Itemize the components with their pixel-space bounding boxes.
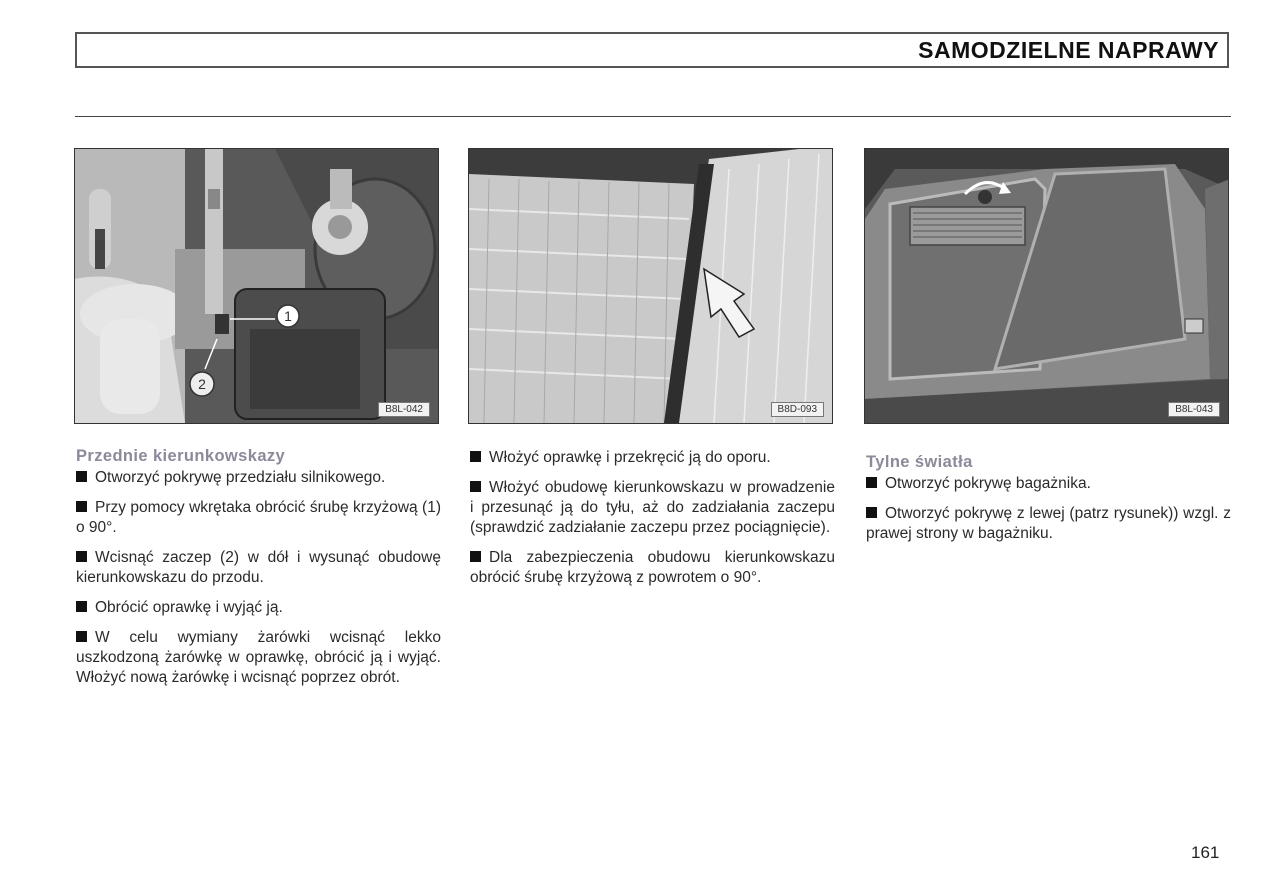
section-title: Tylne światła bbox=[866, 453, 973, 471]
instruction-paragraph: Obrócić oprawkę i wyjąć ją. bbox=[76, 598, 441, 618]
column-front-indicators bbox=[76, 446, 441, 698]
bullet-icon bbox=[76, 601, 87, 612]
section-title: Przednie kierunkowskazy bbox=[76, 447, 286, 465]
figure-front-indicator bbox=[74, 148, 439, 424]
figure-code: B8L-042 bbox=[378, 402, 430, 417]
instruction-paragraph: Wcisnąć zaczep (2) w dół i wysunąć obudowę kierunkowskazu do przodu. bbox=[76, 549, 441, 586]
bullet-icon bbox=[470, 481, 481, 492]
indicator-housing-illustration bbox=[469, 149, 832, 423]
instruction-paragraph: Otworzyć pokrywę bagażnika. bbox=[866, 474, 1231, 494]
bullet-icon bbox=[866, 477, 877, 488]
column-rear-lights bbox=[866, 452, 1231, 554]
column-indicator-reassembly bbox=[470, 448, 835, 598]
header-box bbox=[75, 32, 1229, 68]
trunk-cover-illustration bbox=[865, 149, 1229, 423]
figure-code: B8L-043 bbox=[1168, 402, 1220, 417]
callout-1: 1 bbox=[284, 308, 292, 324]
figure-code: B8D-093 bbox=[771, 402, 824, 417]
bullet-icon bbox=[76, 551, 87, 562]
figure-indicator-housing bbox=[468, 148, 833, 424]
instruction-paragraph: Przy pomocy wkrętaka obrócić śrubę krzyżową (1) o 90°. bbox=[76, 499, 441, 536]
front-indicator-illustration bbox=[75, 149, 438, 423]
page-header-title: SAMODZIELNE NAPRAWY bbox=[918, 37, 1219, 63]
instruction-paragraph: Otworzyć pokrywę przedziału silnikowego. bbox=[76, 468, 441, 488]
bullet-icon bbox=[866, 507, 877, 518]
bullet-icon bbox=[76, 501, 87, 512]
instruction-paragraph: Włożyć oprawkę i przekręcić ją do oporu. bbox=[470, 448, 835, 468]
bullet-icon bbox=[76, 631, 87, 642]
callout-2: 2 bbox=[198, 376, 206, 392]
instruction-paragraph: Włożyć obudowę kierunkowskazu w prowadzenie i przesunąć ją do tyłu, aż do zadziałania zaczepu (sprawdzić zadziałanie zaczepu przez pociągnięcie). bbox=[470, 479, 835, 536]
header-rule bbox=[75, 116, 1231, 117]
bullet-icon bbox=[76, 471, 87, 482]
instruction-paragraph: W celu wymiany żarówki wcisnąć lekko uszkodzoną żarówkę w oprawkę, obrócić ją i wyjąć. Włożyć nową żarówkę i wcisnąć poprzez obrót. bbox=[76, 629, 441, 686]
instruction-paragraph: Dla zabezpieczenia obudowu kierunkowskazu obrócić śrubę krzyżową z powrotem o 90°. bbox=[470, 549, 835, 586]
page-number: 161 bbox=[1191, 843, 1220, 862]
bullet-icon bbox=[470, 551, 481, 562]
bullet-icon bbox=[470, 451, 481, 462]
figure-trunk-cover bbox=[864, 148, 1229, 424]
instruction-paragraph: Otworzyć pokrywę z lewej (patrz rysunek)) wzgl. z prawej strony w bagażniku. bbox=[866, 505, 1231, 542]
